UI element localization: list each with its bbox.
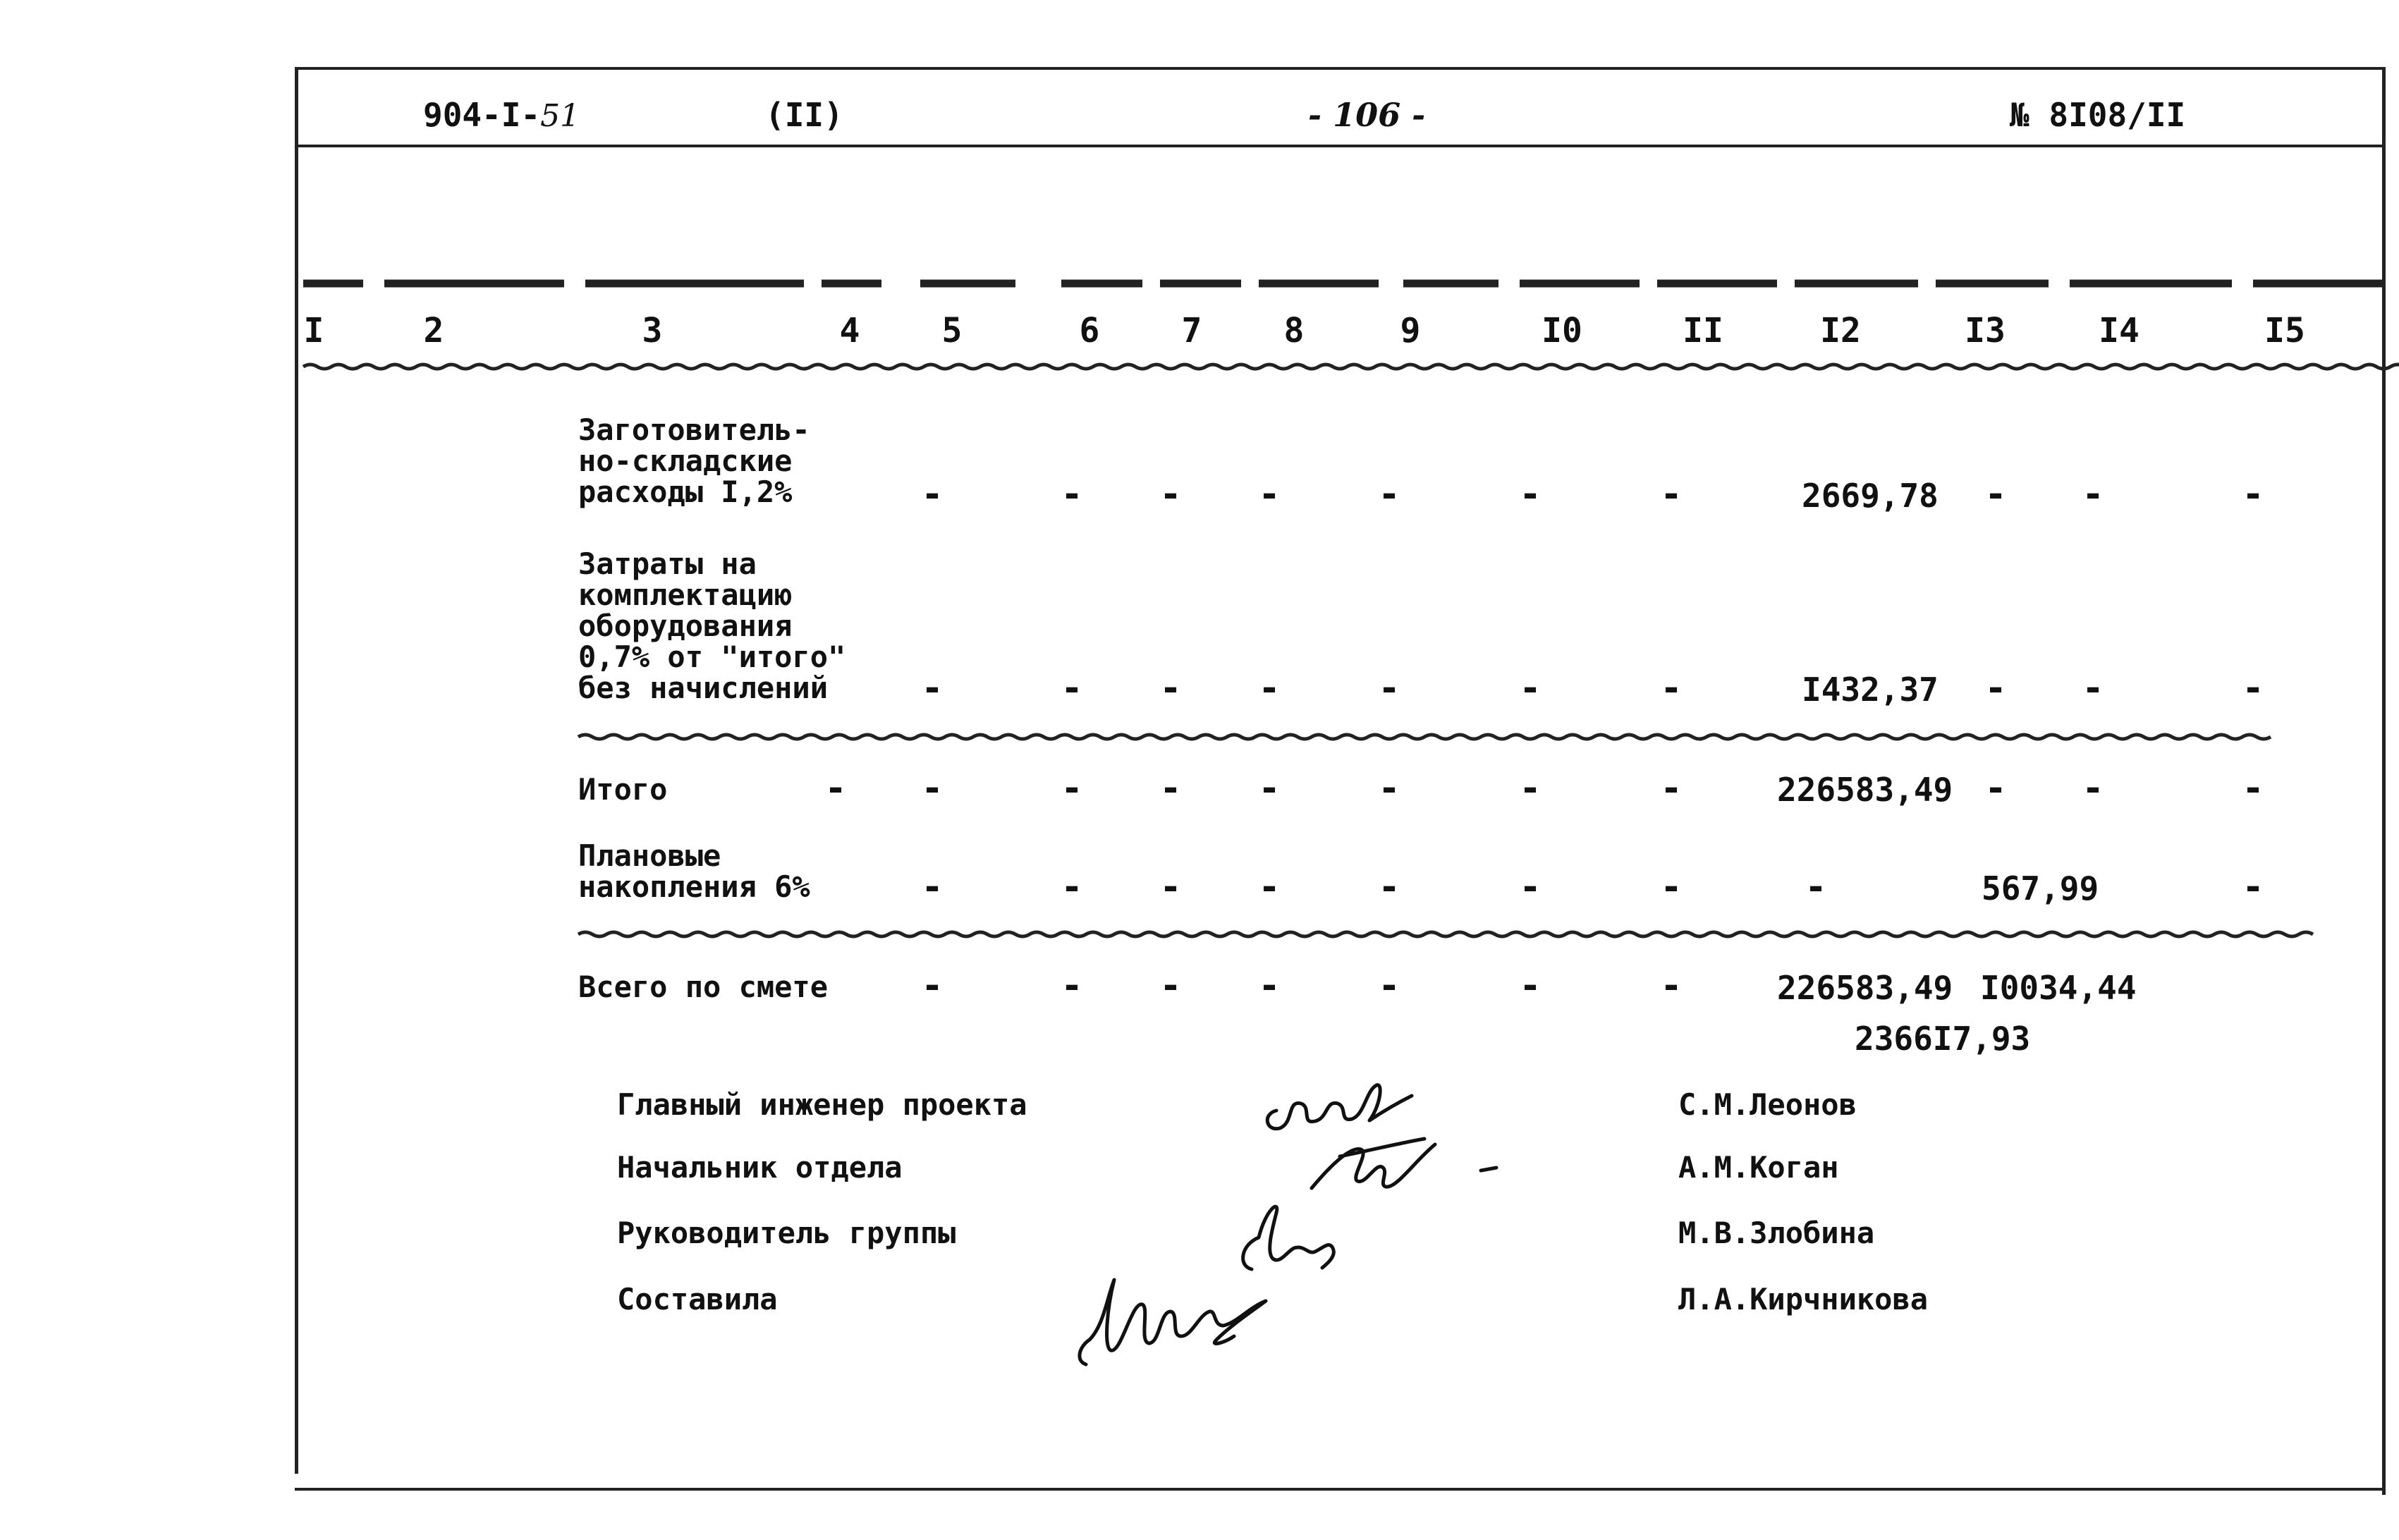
column-number: 3 [642, 311, 663, 350]
dash-cell: - [2082, 767, 2104, 809]
frame-left-border [295, 67, 298, 1474]
page-number: - 106 - [1308, 96, 1426, 134]
dash-cell: - [921, 866, 944, 908]
dash-cell: - [921, 667, 944, 709]
value-col13: 567,99 [1982, 869, 2099, 908]
signature-name: С.М.Леонов [1678, 1087, 1857, 1122]
signature-chief-engineer [1267, 1085, 1412, 1129]
dash-cell: - [1519, 473, 1542, 515]
column-number: I3 [1965, 311, 2006, 350]
dash-cell: - [1378, 667, 1400, 709]
signature-role: Главный инженер проекта [617, 1087, 1027, 1122]
value-col12: 226583,49 [1777, 771, 1953, 809]
dash-cell: - [2242, 767, 2264, 809]
signature-role: Руководитель группы [617, 1216, 956, 1250]
dash-cell: - [1660, 667, 1683, 709]
dash-cell: - [1258, 667, 1281, 709]
dash-cell: - [1258, 767, 1281, 809]
wavy-line-above-total [578, 932, 2313, 936]
value-col12: 2669,78 [1802, 477, 1939, 515]
dash-cell: - [1061, 866, 1083, 908]
frame-top-border [295, 67, 2386, 70]
row-label-planned-savings: Плановые накопления 6% [578, 838, 810, 905]
frame-bottom-border [295, 1488, 2386, 1491]
dash-cell: - [1159, 667, 1182, 709]
row-label-equipment-costs: Затраты на комплектацию оборудования 0,7% от "итого" без начислений [578, 546, 846, 706]
signature-name: Л.А.Кирчникова [1678, 1282, 1929, 1316]
signature-role: Начальник отдела [617, 1150, 903, 1185]
dash-cell: - [1519, 767, 1542, 809]
signature-group-lead [1243, 1206, 1334, 1269]
column-number: 8 [1283, 311, 1305, 350]
dash-cell: - [1378, 473, 1400, 515]
signature-name: М.В.Злобина [1678, 1216, 1875, 1250]
column-number: I4 [2099, 311, 2139, 350]
dash-cell: - [1984, 767, 2007, 809]
column-number: 2 [423, 311, 444, 350]
dash-cell: - [824, 767, 847, 809]
column-number: I5 [2264, 311, 2305, 350]
row-label-grand-total: Всего по смете [578, 970, 829, 1004]
series-code [423, 96, 580, 134]
dash-cell: - [2082, 473, 2104, 515]
value-col12: 226583,49 [1777, 969, 1953, 1007]
dash-cell: - [921, 767, 944, 809]
column-number: 4 [839, 311, 860, 350]
dash-cell: - [1159, 866, 1182, 908]
dash-cell: - [2082, 667, 2104, 709]
dash-cell: - [1660, 767, 1683, 809]
column-number: 7 [1181, 311, 1202, 350]
dash-cell: - [921, 965, 944, 1007]
dash-cell: - [1378, 767, 1400, 809]
column-number: 6 [1079, 311, 1100, 350]
dash-cell: - [1258, 473, 1281, 515]
dash-cell: - [1805, 866, 1827, 908]
dash-cell: - [1660, 965, 1683, 1007]
row-label-subtotal: Итого [578, 772, 668, 807]
dash-cell: - [1660, 473, 1683, 515]
series-code-handwritten: 51 [540, 98, 580, 134]
dash-cell: - [1159, 473, 1182, 515]
column-number: 5 [941, 311, 963, 350]
signature-department-head [1312, 1139, 1496, 1188]
dash-cell: - [1519, 667, 1542, 709]
dash-cell: - [1984, 473, 2007, 515]
dash-cell: - [1258, 965, 1281, 1007]
signature-compiler [1080, 1280, 1266, 1364]
dash-cell: - [1984, 667, 2007, 709]
grand-total-sum: 2366I7,93 [1855, 1020, 2031, 1058]
dash-cell: - [1061, 667, 1083, 709]
part-label: (II) [765, 96, 843, 134]
dash-cell: - [1061, 767, 1083, 809]
column-number: 9 [1400, 311, 1421, 350]
dash-cell: - [1159, 767, 1182, 809]
dash-cell: - [2242, 473, 2264, 515]
column-number: I2 [1820, 311, 1861, 350]
series-code-printed: 904-I- [423, 96, 541, 134]
value-col12: I432,37 [1802, 671, 1939, 709]
column-number: I0 [1542, 311, 1582, 350]
document-number: № 8I08/II [2010, 96, 2186, 134]
dash-cell: - [1061, 473, 1083, 515]
dash-cell: - [1519, 866, 1542, 908]
dash-cell: - [921, 473, 944, 515]
dash-cell: - [1378, 866, 1400, 908]
wavy-line-under-column-numbers [303, 365, 2399, 369]
dash-cell: - [2242, 667, 2264, 709]
column-number: II [1683, 311, 1723, 350]
dash-cell: - [1159, 965, 1182, 1007]
column-number: I [303, 311, 324, 350]
signature-name: А.М.Коган [1678, 1150, 1839, 1185]
header-divider [295, 145, 2386, 147]
value-col13: I0034,44 [1980, 969, 2137, 1007]
dash-cell: - [1378, 965, 1400, 1007]
dash-cell: - [1660, 866, 1683, 908]
row-label-procurement-costs: Заготовитель- но-складские расходы I,2% [578, 412, 810, 510]
dash-cell: - [1519, 965, 1542, 1007]
dash-cell: - [1061, 965, 1083, 1007]
dash-cell: - [2242, 866, 2264, 908]
wavy-line-above-itogo [578, 735, 2271, 739]
frame-right-border [2382, 67, 2386, 1495]
dash-cell: - [1258, 866, 1281, 908]
signature-role: Составила [617, 1282, 778, 1316]
